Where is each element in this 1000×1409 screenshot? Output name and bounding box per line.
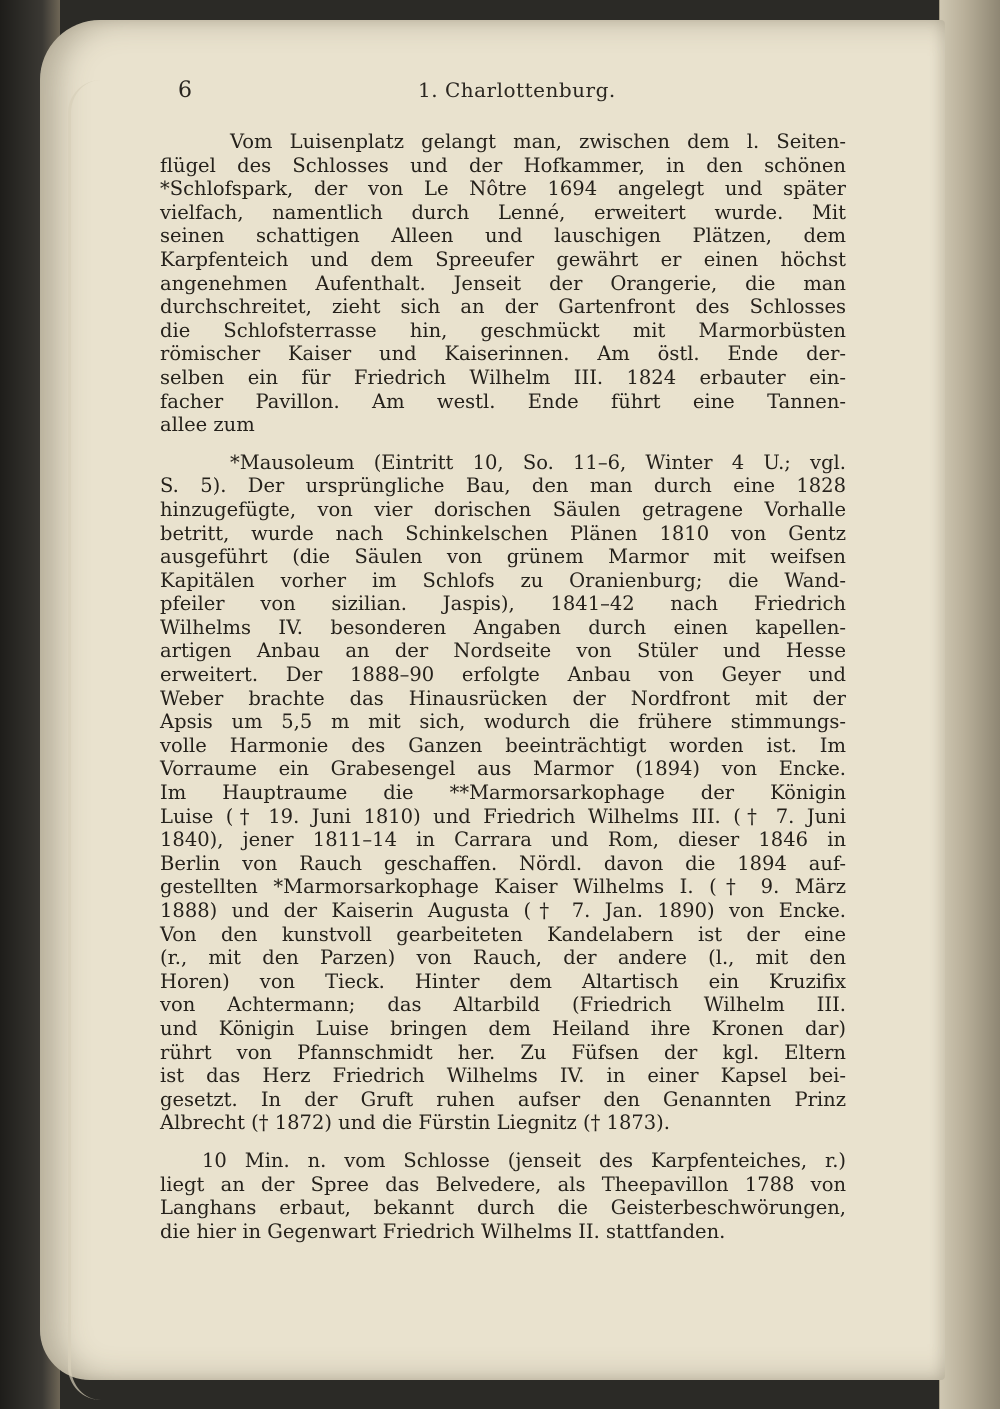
text-line: artigen Anbau an der Nordseite von Stüler und Hesse bbox=[160, 639, 846, 663]
page-header bbox=[178, 78, 838, 108]
text-line: Langhans erbaut, bekannt durch die Geisterbeschwörungen, bbox=[160, 1196, 846, 1220]
text-line: pfeiler von sizilian. Jaspis), 1841–42 nach Friedrich bbox=[160, 592, 846, 616]
text-line: Albrecht († 1872) und die Fürstin Liegnitz († 1873). bbox=[160, 1111, 670, 1135]
text-line: 1888) und der Kaiserin Augusta († 7. Jan. 1890) von Encke. bbox=[160, 899, 846, 922]
text-line: Vorraume ein Grabesengel aus Marmor (1894) von Encke. bbox=[160, 757, 846, 781]
running-head: 1. Charlottenburg. bbox=[418, 78, 616, 102]
text-line: erweitert. Der 1888–90 erfolgte Anbau von Geyer und bbox=[160, 663, 846, 687]
text-line: Vom Luisenplatz gelangt man, zwischen dem l. Seiten- bbox=[230, 130, 846, 153]
text-line: 10 Min. n. vom Schlosse (jenseit des Karpfenteiches, r.) bbox=[202, 1148, 846, 1172]
text-line: gestellten *Marmorsarkophage Kaiser Wilhelms I. († 9. März bbox=[160, 875, 846, 899]
text-line: Kapitälen vorher im Schlofs zu Oranienburg; die Wand- bbox=[160, 568, 846, 592]
page-edges bbox=[939, 0, 1000, 1409]
text-line: *Mausoleum (Eintritt 10, So. 11–6, Winter 4 U.; vgl. bbox=[230, 450, 846, 474]
text-line: Berlin von Rauch geschaffen. Nördl. davon die 1894 auf- bbox=[160, 851, 846, 875]
paragraph-schlosspark bbox=[160, 130, 846, 437]
text-line: volle Harmonie des Ganzen beeinträchtigt worden ist. Im bbox=[160, 733, 846, 757]
paragraph-mausoleum bbox=[160, 451, 846, 1135]
text-line: gesetzt. In der Gruft ruhen aufser den Genannten Prinz bbox=[160, 1087, 846, 1111]
text-line: allee zum bbox=[160, 413, 255, 437]
paragraph-belvedere bbox=[160, 1149, 846, 1243]
text-line: flügel des Schlosses und der Hofkammer, in den schönen bbox=[160, 153, 846, 177]
text-line: die Schlofsterrasse hin, geschmückt mit Marmorbüsten bbox=[160, 318, 846, 342]
text-line: Apsis um 5,5 m mit sich, wodurch die frühere stimmungs- bbox=[160, 710, 846, 734]
text-line: Weber brachte das Hinausrücken der Nordfront mit der bbox=[160, 686, 846, 710]
text-line: Karpfenteich und dem Spreeufer gewährt er einen höchst bbox=[160, 247, 846, 271]
text-line: 1840), jener 1811–14 in Carrara und Rom, dieser 1846 in bbox=[160, 828, 846, 852]
text-line: römischer Kaiser und Kaiserinnen. Am östl. Ende der- bbox=[160, 342, 846, 366]
text-line: Im Hauptraume die **Marmorsarkophage der Königin bbox=[160, 781, 846, 805]
text-line: angenehmen Aufenthalt. Jenseit der Orangerie, die man bbox=[160, 271, 846, 295]
text-line: durchschreitet, zieht sich an der Gartenfront des Schlosses bbox=[160, 295, 846, 319]
text-line: betritt, wurde nach Schinkelschen Plänen 1810 von Gentz bbox=[160, 521, 846, 545]
page-stack-edge bbox=[68, 80, 101, 1400]
text-line: hinzugefügte, von vier dorischen Säulen getragene Vorhalle bbox=[160, 497, 846, 521]
text-line: liegt an der Spree das Belvedere, als Theepavillon 1788 von bbox=[160, 1172, 846, 1196]
text-line: von Achtermann; das Altarbild (Friedrich Wilhelm III. bbox=[160, 993, 846, 1017]
text-line: die hier in Gegenwart Friedrich Wilhelms II. stattfanden. bbox=[160, 1219, 726, 1243]
text-line: (r., mit den Parzen) von Rauch, der andere (l., mit den bbox=[160, 946, 846, 970]
text-line: *Schlofspark, der von Le Nôtre 1694 angelegt und später bbox=[160, 177, 846, 201]
text-line: ist das Herz Friedrich Wilhelms IV. in einer Kapsel bei- bbox=[160, 1064, 846, 1088]
text-line: Von den kunstvoll gearbeiteten Kandelabern ist der eine bbox=[160, 922, 846, 946]
text-line: Luise († 19. Juni 1810) und Friedrich Wilhelms III. († 7. Juni bbox=[160, 804, 846, 828]
text-line: Horen) von Tieck. Hinter dem Altartisch ein Kruzifix bbox=[160, 969, 846, 993]
text-line: selben ein für Friedrich Wilhelm III. 1824 erbauter ein- bbox=[160, 365, 846, 389]
body-text bbox=[160, 130, 846, 1243]
text-line: rührt von Pfannschmidt her. Zu Füfsen der kgl. Eltern bbox=[160, 1040, 846, 1064]
text-line: facher Pavillon. Am westl. Ende führt eine Tannen- bbox=[160, 389, 846, 413]
text-line: S. 5). Der ursprüngliche Bau, den man durch eine 1828 bbox=[160, 474, 846, 498]
text-line: vielfach, namentlich durch Lenné, erweitert wurde. Mit bbox=[160, 200, 846, 224]
text-line: ausgeführt (die Säulen von grünem Marmor mit weifsen bbox=[160, 545, 846, 569]
page-number: 6 bbox=[178, 78, 192, 103]
text-line: Wilhelms IV. besonderen Angaben durch einen kapellen- bbox=[160, 615, 846, 639]
text-line: seinen schattigen Alleen und lauschigen Plätzen, dem bbox=[160, 224, 846, 248]
text-line: und Königin Luise bringen dem Heiland ihre Kronen dar) bbox=[160, 1016, 846, 1040]
